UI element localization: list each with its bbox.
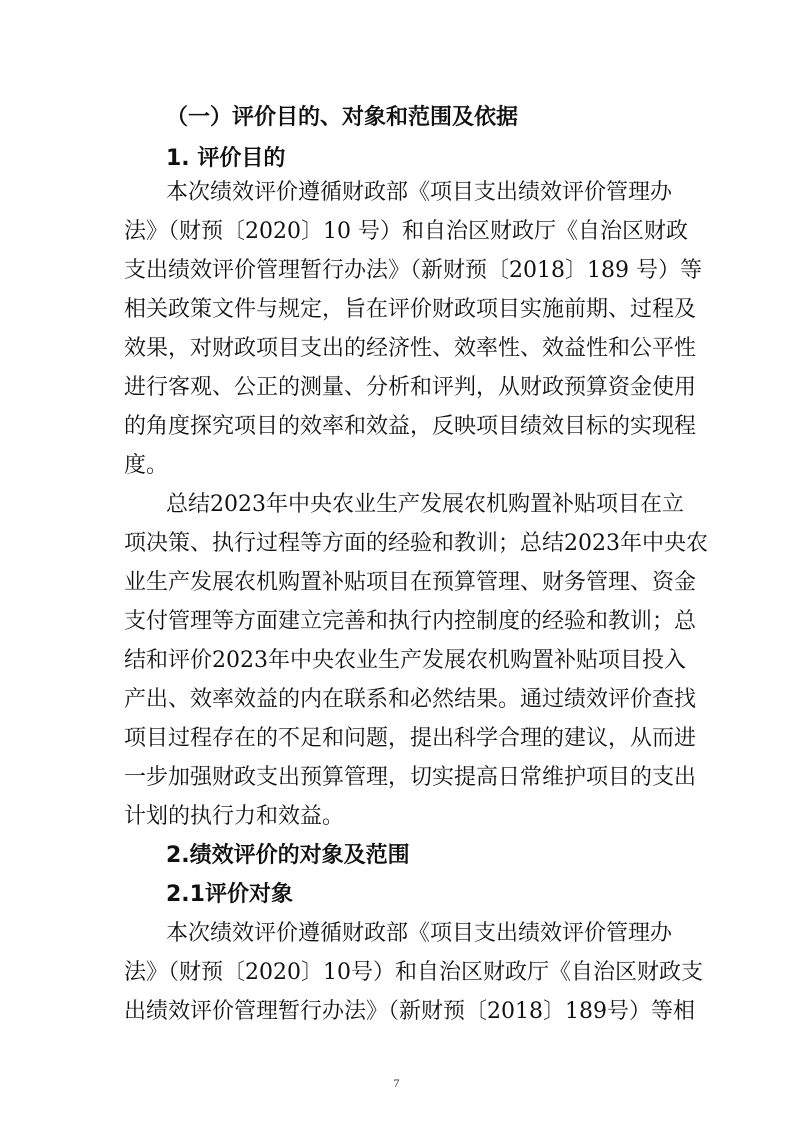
paragraph-line: 相关政策文件与规定，旨在评价财政项目实施前期、过程及 bbox=[124, 297, 697, 322]
subsection-title-2-1: 2.1评价对象 bbox=[166, 882, 293, 907]
paragraph-line: 本次绩效评价遵循财政部《项目支出绩效评价管理办 bbox=[166, 180, 673, 205]
section-heading: （一）评价目的、对象和范围及依据 bbox=[166, 105, 519, 130]
paragraph-line: 业生产发展农机购置补贴项目在预算管理、财务管理、资金 bbox=[124, 570, 697, 595]
paragraph-line: 出绩效评价管理暂行办法》（新财预〔2018〕189号）等相 bbox=[124, 999, 695, 1024]
paragraph-line: 产出、效率效益的内在联系和必然结果。通过绩效评价查找 bbox=[124, 687, 697, 712]
subsection-title-2: 2.绩效评价的对象及范围 bbox=[166, 843, 410, 868]
page-number: 7 bbox=[393, 1076, 400, 1090]
paragraph-line: 一步加强财政支出预算管理，切实提高日常维护项目的支出 bbox=[124, 765, 697, 790]
paragraph-line: 结和评价2023年中央农业生产发展农机购置补贴项目投入 bbox=[124, 648, 686, 673]
paragraph-line: 支出绩效评价管理暂行办法》（新财预〔2018〕189 号）等 bbox=[124, 258, 702, 283]
paragraph-line: 效果，对财政项目支出的经济性、效率性、效益性和公平性 bbox=[124, 336, 697, 361]
paragraph-line: 计划的执行力和效益。 bbox=[124, 804, 345, 829]
subsection-title-1: 1. 评价目的 bbox=[166, 146, 286, 171]
paragraph-line: 法》（财预〔2020〕10号）和自治区财政厅《自治区财政支 bbox=[124, 960, 703, 985]
paragraph-line: 进行客观、公正的测量、分析和评判，从财政预算资金使用 bbox=[124, 375, 697, 400]
paragraph-line: 的角度探究项目的效率和效益，反映项目绩效目标的实现程 bbox=[124, 414, 697, 439]
paragraph-line: 总结2023年中央农业生产发展农机购置补贴项目在立 bbox=[166, 492, 684, 517]
paragraph-line: 项目过程存在的不足和问题，提出科学合理的建议，从而进 bbox=[124, 726, 697, 751]
paragraph-line: 支付管理等方面建立完善和执行内控制度的经验和教训；总 bbox=[124, 609, 697, 634]
paragraph-line: 度。 bbox=[124, 453, 169, 478]
paragraph-line: 本次绩效评价遵循财政部《项目支出绩效评价管理办 bbox=[166, 921, 673, 946]
paragraph-line: 法》（财预〔2020〕10 号）和自治区财政厅《自治区财政 bbox=[124, 219, 688, 244]
paragraph-line: 项决策、执行过程等方面的经验和教训；总结2023年中央农 bbox=[124, 531, 708, 556]
